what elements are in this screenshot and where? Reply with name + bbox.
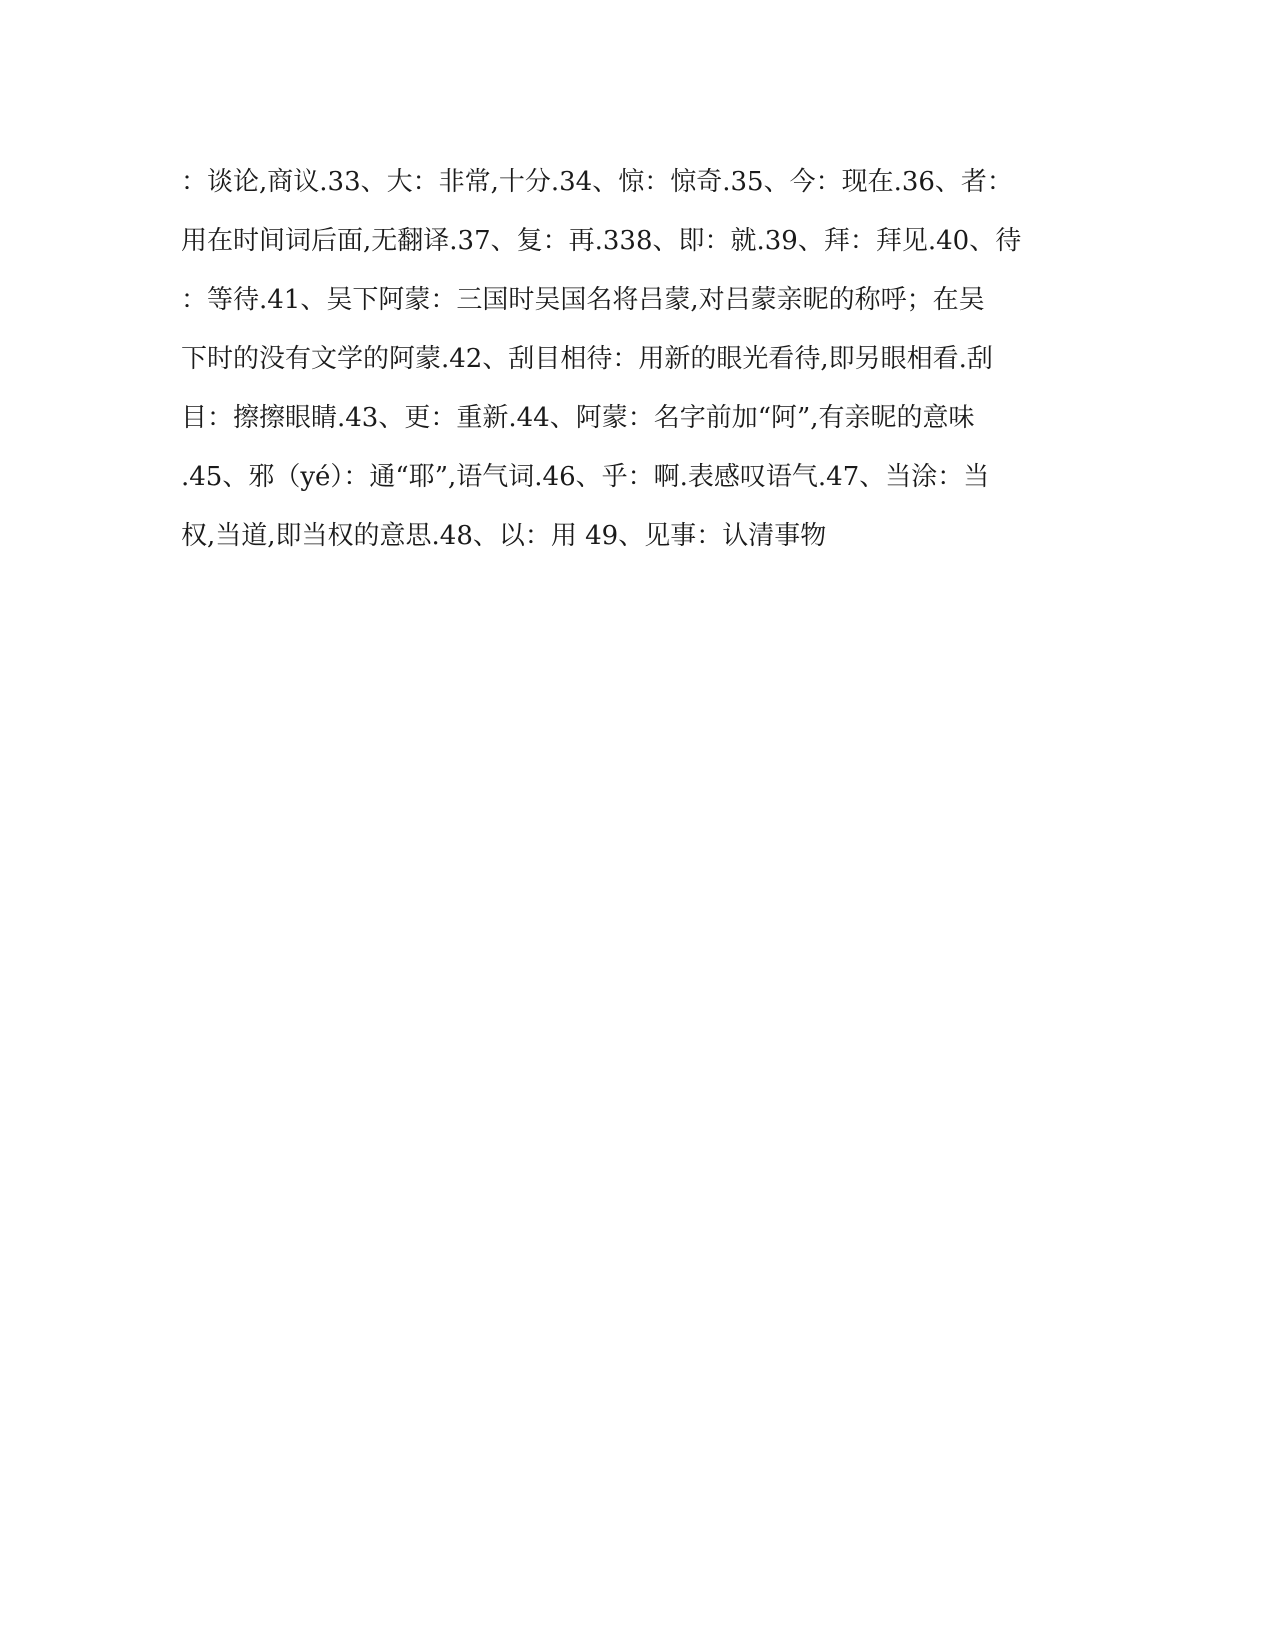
body-text xyxy=(181,162,1081,575)
text-line: ：谈论,商议.33、大：非常,十分.34、惊：惊奇.35、今：现在.36、者： xyxy=(181,167,1013,197)
text-line: 目：擦擦眼睛.43、更：重新.44、阿蒙：名字前加“阿”,有亲昵的意味 xyxy=(181,403,975,433)
text-line: 权,当道,即当权的意思.48、以：用 49、见事：认清事物 xyxy=(181,521,827,551)
text-line: .45、邪（yé）：通“耶”,语气词.46、乎：啊.表感叹语气.47、当涂：当 xyxy=(181,462,990,492)
text-line: 下时的没有文学的阿蒙.42、刮目相待：用新的眼光看待,即另眼相看.刮 xyxy=(181,344,993,374)
text-line: 用在时间词后面,无翻译.37、复：再.338、即：就.39、拜：拜见.40、待 xyxy=(181,226,1022,256)
text-line: ：等待.41、吴下阿蒙：三国时吴国名将吕蒙,对吕蒙亲昵的称呼；在吴 xyxy=(181,285,985,315)
